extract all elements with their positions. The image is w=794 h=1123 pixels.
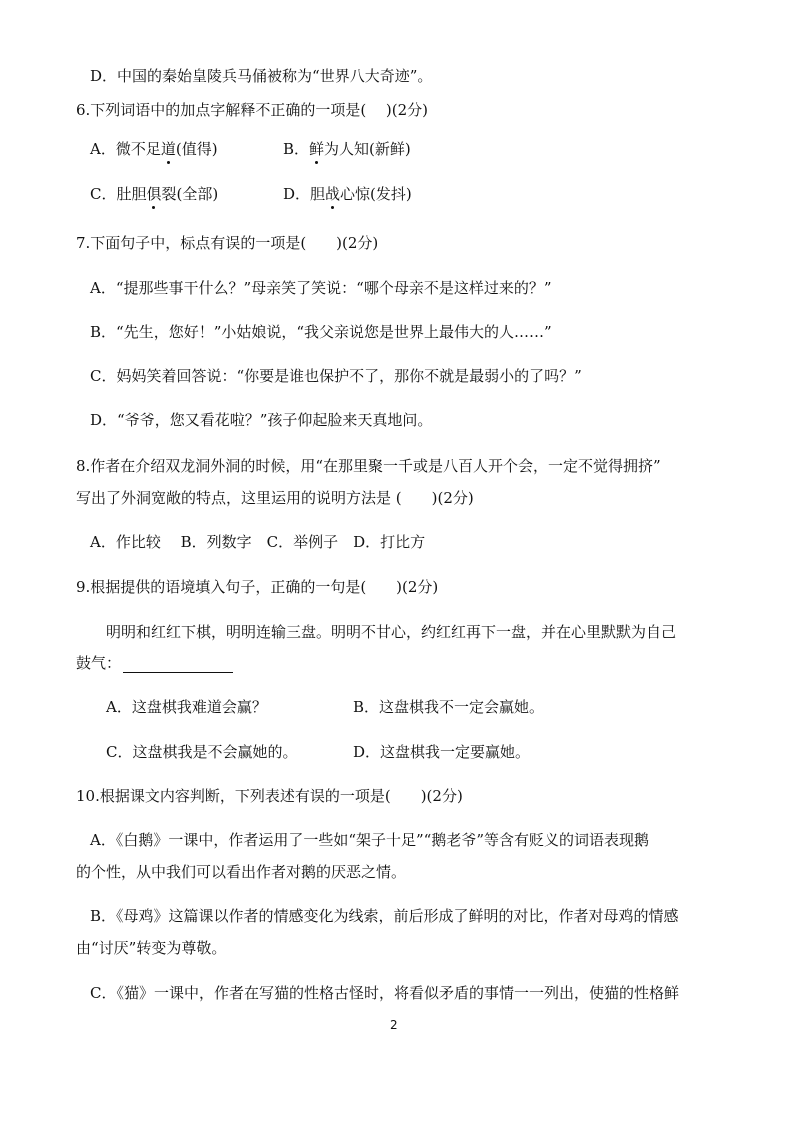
q7-option-b: B．“先生，您好！”小姑娘说，“我父亲说您是世界上最伟大的人……” (90, 323, 552, 341)
q7-option-a: A．“提那些事干什么？”母亲笑了笑说：“哪个母亲不是这样过来的？” (90, 279, 552, 297)
q7-stem: 7.下面句子中，标点有误的一项是( )(2分) (76, 234, 379, 252)
q6-option-d (283, 184, 412, 204)
q6-stem: 6.下列词语中的加点字解释不正确的一项是( )(2分) (76, 101, 429, 119)
page-number: 2 (390, 1018, 398, 1032)
q6-option-a (90, 139, 218, 159)
q7-option-d: D．“爷爷，您又看花啦？”孩子仰起脸来天真地问。 (90, 411, 433, 429)
q6-c-post: 裂(全部) (161, 185, 219, 203)
q6-d-pre: D．胆 (283, 185, 326, 203)
q7-option-c: C．妈妈笑着回答说：“你要是谁也保护不了，那你不就是最弱小的了吗？” (90, 367, 582, 385)
q8-stem-line-2: 写出了外洞宽敞的特点，这里运用的说明方法是 ( )(2分) (76, 489, 474, 507)
q6-a-dotted-char: 道 (160, 140, 176, 158)
q10-option-a-line-2: 的个性，从中我们可以看出作者对鹅的厌恶之情。 (76, 863, 407, 881)
q8-options: A．作比较 B．列数字 C．举例子 D．打比方 (90, 533, 426, 551)
q6-a-post: (值得) (175, 140, 218, 158)
q6-d-dotted-char: 战 (325, 185, 341, 203)
q10-option-b-line-1: B．《母鸡》这篇课以作者的情感变化为线索，前后形成了鲜明的对比，作者对母鸡的情感 (90, 907, 679, 925)
answer-blank (123, 656, 233, 673)
q6-a-pre: A．微不足 (90, 140, 161, 158)
q9-option-b: B．这盘棋我不一定会赢她。 (353, 698, 545, 716)
q9-option-a: A．这盘棋我难道会赢？ (106, 698, 267, 716)
q6-b-post: 为人知(新鲜) (324, 140, 411, 158)
q8-stem-line-1: 8.作者在介绍双龙洞外洞的时候，用“在那里聚一千或是八百人开个会，一定不觉得拥挤” (76, 457, 661, 475)
q9-context-line-1: 明明和红红下棋，明明连输三盘。明明不甘心，约红红再下一盘，并在心里默默为自己 (106, 623, 677, 641)
q6-c-dotted-char: 俱 (146, 185, 162, 203)
q5-option-d: D．中国的秦始皇陵兵马俑被称为“世界八大奇迹”。 (90, 67, 433, 85)
q10-option-b-line-2: 由“讨厌”转变为尊敬。 (76, 939, 227, 957)
q6-d-post: 心惊(发抖) (340, 185, 412, 203)
q9-context-line-2 (76, 653, 233, 673)
q6-option-c (90, 184, 218, 204)
q9-option-d: D．这盘棋我一定要赢她。 (353, 743, 531, 761)
q9-context-text: 鼓气： (76, 654, 122, 672)
q10-option-c-line-1: C．《猫》一课中，作者在写猫的性格古怪时，将看似矛盾的事情一一列出，使猫的性格鲜 (90, 984, 679, 1002)
q6-b-pre: B． (283, 140, 310, 158)
q10-stem: 10.根据课文内容判断，下列表述有误的一项是( )(2分) (76, 787, 463, 805)
q6-c-pre: C．肚胆 (90, 185, 147, 203)
q9-option-c: C．这盘棋我是不会赢她的。 (106, 743, 298, 761)
q6-option-b (283, 139, 411, 159)
q10-option-a-line-1: A．《白鹅》一课中，作者运用了一些如“架子十足”“鹅老爷”等含有贬义的词语表现鹅 (90, 831, 650, 849)
q9-stem: 9.根据提供的语境填入句子，正确的一句是( )(2分) (76, 578, 439, 596)
q6-b-dotted-char: 鲜 (309, 140, 325, 158)
